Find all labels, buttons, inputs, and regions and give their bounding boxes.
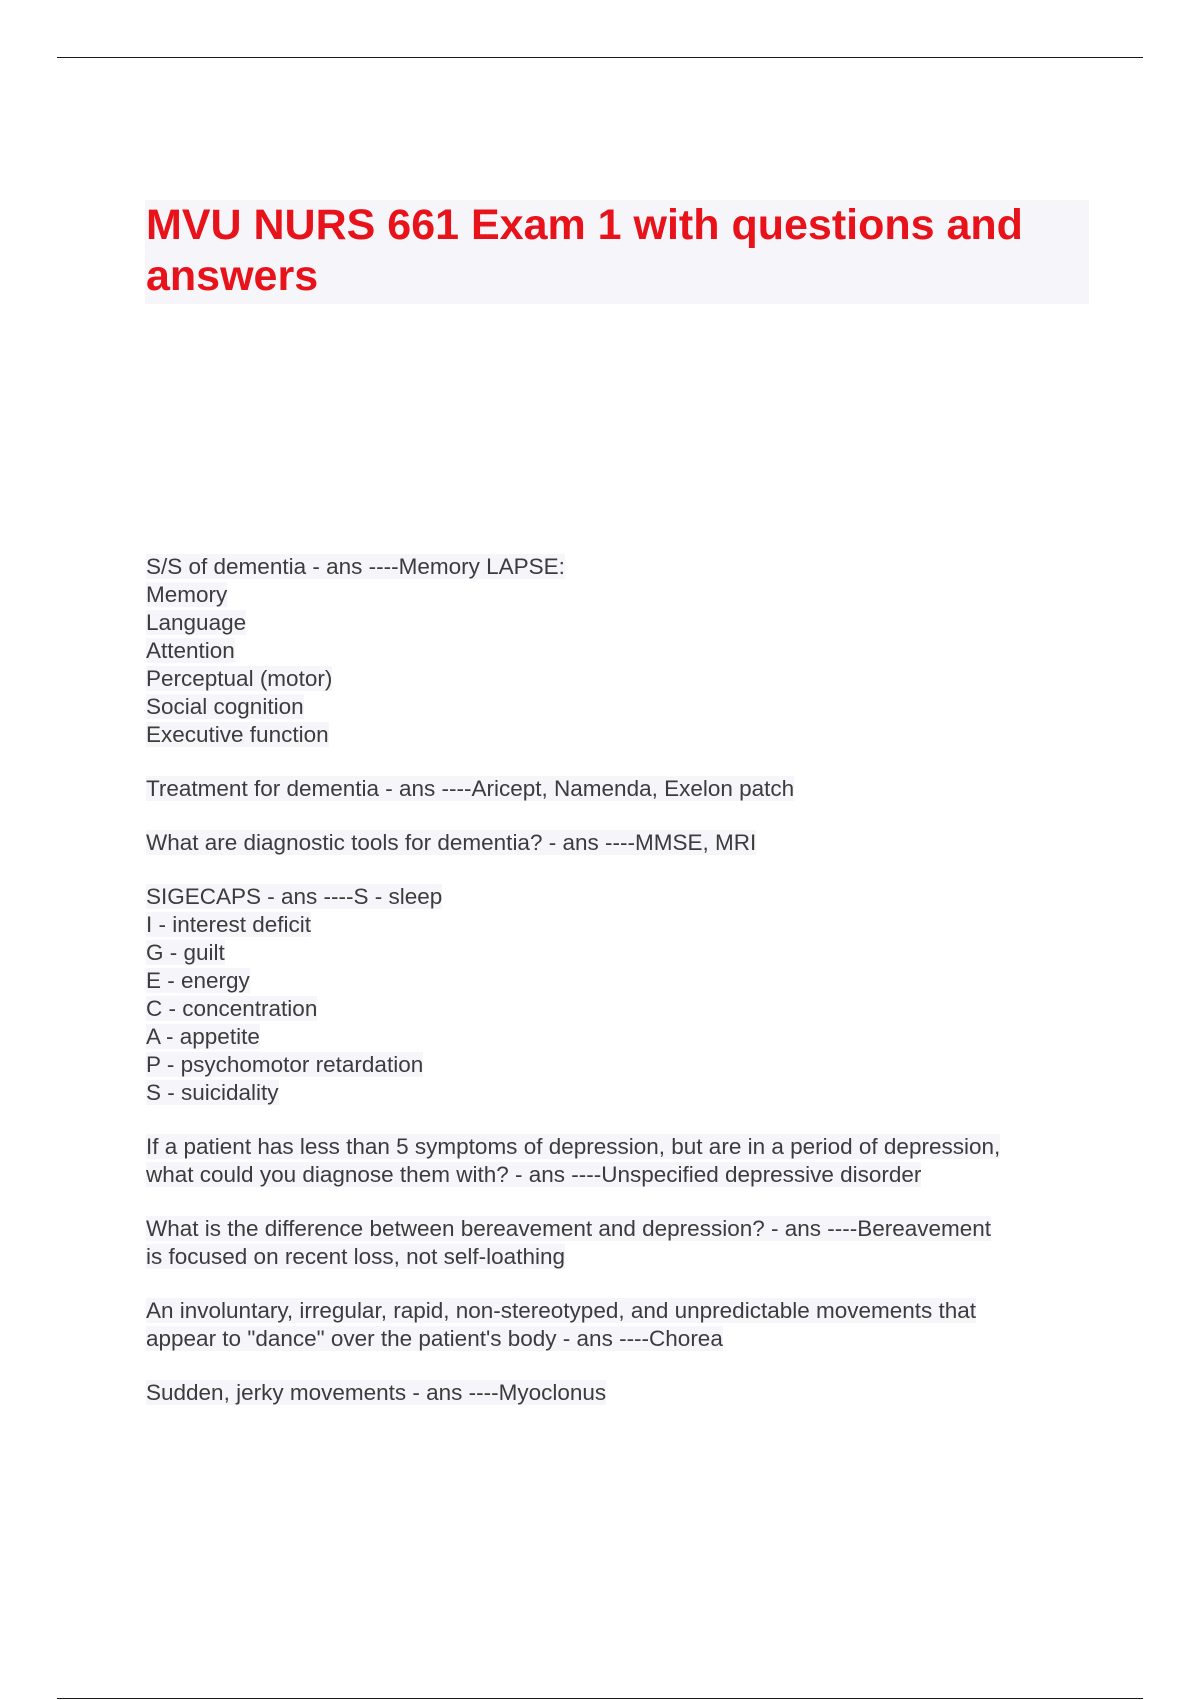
qa-line: A - appetite bbox=[146, 1024, 260, 1049]
qa-entry bbox=[146, 1215, 1106, 1271]
qa-entry bbox=[146, 553, 1106, 749]
qa-line: Attention bbox=[146, 638, 235, 663]
qa-line: appear to "dance" over the patient's body - ans ----Chorea bbox=[146, 1326, 723, 1351]
qa-line: Social cognition bbox=[146, 694, 304, 719]
qa-line: S/S of dementia - ans ----Memory LAPSE: bbox=[146, 554, 565, 579]
qa-entry bbox=[146, 1133, 1106, 1189]
qa-line: Memory bbox=[146, 582, 228, 607]
qa-line: is focused on recent loss, not self-loathing bbox=[146, 1244, 565, 1269]
qa-line: Sudden, jerky movements - ans ----Myoclonus bbox=[146, 1380, 607, 1405]
qa-entry bbox=[146, 1297, 1106, 1353]
qa-line: If a patient has less than 5 symptoms of depression, but are in a period of depression, bbox=[146, 1134, 1001, 1159]
qa-line: Language bbox=[146, 610, 247, 635]
qa-line: An involuntary, irregular, rapid, non-stereotyped, and unpredictable movements that bbox=[146, 1298, 977, 1323]
top-rule bbox=[57, 57, 1143, 58]
qa-line: E - energy bbox=[146, 968, 250, 993]
bottom-rule bbox=[57, 1698, 1143, 1699]
document-title: MVU NURS 661 Exam 1 with questions and answers bbox=[146, 201, 1023, 300]
qa-line: Executive function bbox=[146, 722, 329, 747]
qa-line: What are diagnostic tools for dementia? - ans ----MMSE, MRI bbox=[146, 830, 757, 855]
qa-line: SIGECAPS - ans ----S - sleep bbox=[146, 884, 443, 909]
qa-line: S - suicidality bbox=[146, 1080, 279, 1105]
qa-entry bbox=[146, 775, 1106, 803]
qa-line: Perceptual (motor) bbox=[146, 666, 333, 691]
qa-line: G - guilt bbox=[146, 940, 225, 965]
qa-line: P - psychomotor retardation bbox=[146, 1052, 424, 1077]
qa-list bbox=[146, 553, 1106, 1433]
qa-line: I - interest deficit bbox=[146, 912, 312, 937]
qa-entry bbox=[146, 883, 1106, 1107]
qa-entry bbox=[146, 1379, 1106, 1407]
qa-line: what could you diagnose them with? - ans ----Unspecified depressive disorder bbox=[146, 1162, 922, 1187]
qa-line: What is the difference between bereavement and depression? - ans ----Bereavement bbox=[146, 1216, 992, 1241]
qa-line: C - concentration bbox=[146, 996, 318, 1021]
qa-entry bbox=[146, 829, 1106, 857]
qa-line: Treatment for dementia - ans ----Aricept, Namenda, Exelon patch bbox=[146, 776, 795, 801]
